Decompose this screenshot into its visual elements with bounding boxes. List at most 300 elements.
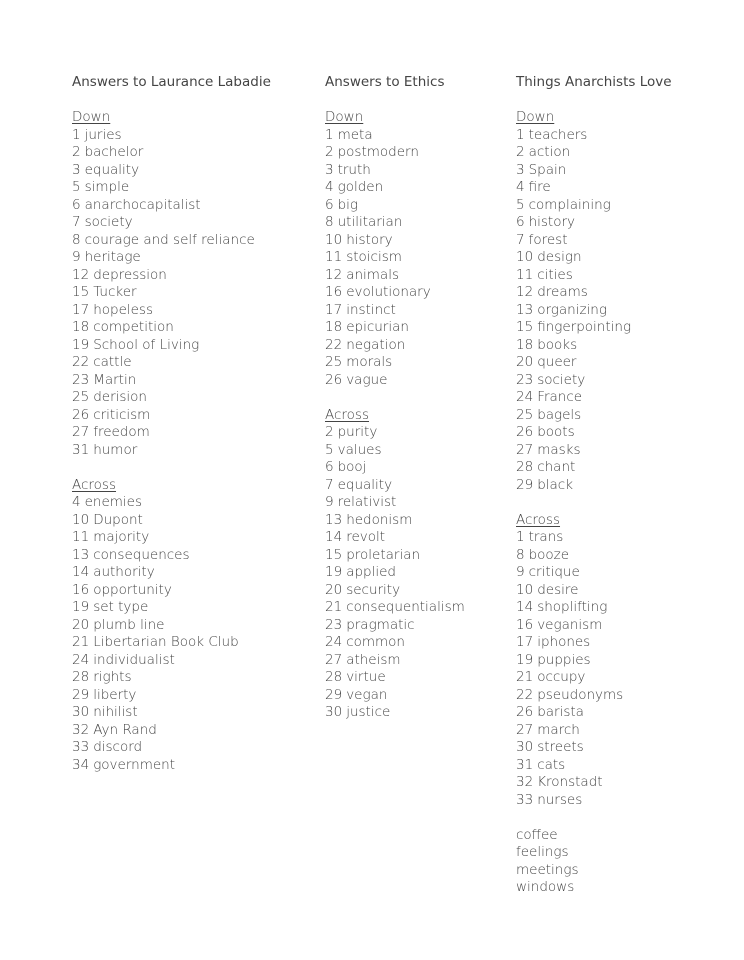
answer-entry	[516, 372, 716, 390]
clue-number: 14	[325, 529, 343, 545]
answer-entry	[516, 547, 716, 565]
answer-entry	[72, 529, 312, 547]
answer-text: simple	[84, 179, 130, 195]
answer-text: derision	[93, 389, 147, 405]
clue-number: 23	[325, 616, 343, 633]
answer-text: truth	[337, 161, 371, 178]
answer-text: morals	[346, 354, 393, 370]
answer-text: criticism	[93, 406, 151, 423]
clue-number: 7	[325, 476, 334, 493]
answer-entry	[72, 354, 312, 372]
answer-entry	[72, 302, 312, 320]
clue-number: 31	[72, 441, 90, 458]
answer-text: Dupont	[93, 511, 143, 528]
answer-entry	[516, 442, 716, 460]
answer-entry	[72, 232, 312, 250]
clue-number: 12	[516, 284, 534, 300]
clue-number: 18	[72, 319, 90, 335]
clue-number: 1	[325, 126, 334, 143]
answer-text: set type	[93, 599, 149, 615]
answer-text: negation	[346, 336, 406, 353]
clue-number: 23	[72, 371, 90, 388]
answer-text: boots	[537, 424, 575, 440]
clue-number: 9	[516, 564, 525, 580]
answer-entry	[516, 389, 716, 407]
answer-entry	[72, 494, 312, 512]
answer-entry	[516, 214, 716, 232]
answer-text: streets	[537, 739, 584, 755]
answer-entry	[516, 144, 716, 162]
answer-text: juries	[84, 126, 122, 143]
section-heading-down: Down	[325, 109, 364, 125]
answer-text: golden	[337, 179, 384, 195]
clue-number: 30	[72, 704, 90, 720]
clue-number: 27	[72, 424, 90, 440]
answer-entry	[325, 687, 505, 705]
section-heading-across: Across	[325, 406, 370, 423]
clue-number: 1	[516, 529, 525, 545]
clue-number: 2	[516, 144, 525, 160]
answer-list-across	[72, 494, 312, 774]
section-heading-across: Across	[516, 511, 561, 528]
clue-number: 20	[516, 354, 534, 370]
answer-text: common	[346, 634, 405, 650]
clue-number: 27	[516, 721, 534, 738]
answer-text: rights	[93, 669, 132, 685]
answer-entry	[72, 162, 312, 180]
answer-text: black	[537, 476, 574, 493]
answer-entry	[72, 389, 312, 407]
answer-text: enemies	[84, 494, 143, 510]
answer-text: fire	[528, 179, 551, 195]
answer-text: Spain	[528, 161, 567, 178]
answer-list-across	[516, 529, 716, 809]
answer-entry	[516, 634, 716, 652]
answer-text: Ayn Rand	[93, 721, 157, 738]
clue-number: 1	[72, 126, 81, 143]
answer-entry	[72, 722, 312, 740]
answer-text: purity	[337, 424, 378, 440]
clue-number: 29	[325, 686, 343, 703]
answer-entry	[325, 704, 505, 722]
clue-number: 34	[72, 756, 90, 773]
answer-entry	[516, 774, 716, 792]
answer-entry	[325, 669, 505, 687]
answer-entry	[325, 652, 505, 670]
answer-entry	[516, 792, 716, 810]
answer-entry	[325, 582, 505, 600]
answer-text: heritage	[84, 249, 141, 265]
answer-entry	[72, 547, 312, 565]
extras-list	[516, 827, 716, 897]
spacer	[325, 389, 505, 407]
answer-text: vegan	[346, 686, 388, 703]
column-things-anarchists-love	[516, 74, 716, 897]
answer-text: government	[93, 756, 176, 773]
answer-text: vague	[346, 371, 388, 388]
answer-entry	[325, 214, 505, 232]
answer-entry	[72, 704, 312, 722]
clue-number: 8	[72, 231, 81, 248]
answer-text: action	[528, 144, 571, 160]
answer-entry	[325, 319, 505, 337]
answer-list-down	[516, 127, 716, 495]
column-title: Answers to Laurance Labadie	[72, 74, 271, 90]
clue-number: 24	[325, 634, 343, 650]
answer-text: nurses	[537, 791, 583, 808]
answer-entry	[72, 634, 312, 652]
clue-number: 6	[516, 214, 525, 230]
answer-text: queer	[537, 354, 577, 370]
answer-text: values	[337, 441, 382, 458]
answer-list-down	[325, 127, 505, 390]
answer-entry	[325, 564, 505, 582]
clue-number: 14	[72, 564, 90, 580]
clue-number: 22	[325, 336, 343, 353]
answer-entry	[72, 267, 312, 285]
clue-number: 5	[72, 179, 81, 195]
answer-entry	[516, 617, 716, 635]
clue-number: 10	[325, 231, 343, 248]
clue-number: 22	[72, 354, 90, 370]
clue-number: 14	[516, 599, 534, 615]
answer-entry	[325, 372, 505, 390]
clue-number: 31	[516, 756, 534, 773]
clue-number: 22	[516, 686, 534, 703]
answer-text: iphones	[537, 634, 591, 650]
column-ethics	[325, 74, 505, 722]
clue-number: 25	[325, 354, 343, 370]
answer-text: revolt	[346, 529, 386, 545]
section-heading-down: Down	[516, 109, 555, 125]
answer-text: march	[537, 721, 580, 738]
answer-entry	[72, 564, 312, 582]
answer-entry	[72, 739, 312, 757]
answer-text: Martin	[93, 371, 137, 388]
answer-text: puppies	[537, 651, 591, 668]
clue-number: 18	[325, 319, 343, 335]
answer-entry	[325, 459, 505, 477]
clue-number: 15	[516, 319, 534, 335]
answer-entry	[516, 284, 716, 302]
answer-text: big	[337, 196, 359, 213]
answer-text: liberty	[93, 686, 137, 703]
clue-number: 30	[516, 739, 534, 755]
answer-entry	[325, 547, 505, 565]
clue-number: 16	[325, 284, 343, 300]
clue-number: 16	[516, 616, 534, 633]
answer-text: society	[537, 371, 586, 388]
answer-entry	[72, 372, 312, 390]
answer-text: humor	[93, 441, 138, 458]
answer-entry	[325, 127, 505, 145]
answer-entry	[325, 512, 505, 530]
answer-entry	[516, 722, 716, 740]
clue-number: 7	[516, 231, 525, 248]
answer-text: teachers	[528, 126, 588, 143]
answer-entry	[325, 477, 505, 495]
answer-entry	[72, 757, 312, 775]
column-laurance-labadie	[72, 74, 312, 774]
clue-number: 12	[72, 266, 90, 283]
answer-text: justice	[346, 704, 391, 720]
clue-number: 25	[72, 389, 90, 405]
answer-entry	[72, 407, 312, 425]
answer-entry	[325, 354, 505, 372]
answer-entry	[325, 599, 505, 617]
answer-entry	[516, 529, 716, 547]
clue-number: 6	[72, 196, 81, 213]
clue-number: 15	[325, 546, 343, 563]
clue-number: 19	[516, 651, 534, 668]
answer-entry	[516, 652, 716, 670]
answer-entry	[72, 669, 312, 687]
clue-number: 25	[516, 406, 534, 423]
clue-number: 10	[516, 249, 534, 265]
answer-entry	[72, 687, 312, 705]
answer-text: competition	[93, 319, 174, 335]
answer-text: complaining	[528, 196, 611, 213]
answer-entry	[72, 144, 312, 162]
answer-text: cities	[537, 266, 573, 283]
answer-text: individualist	[93, 651, 175, 668]
answer-text: books	[537, 336, 578, 353]
answer-text: forest	[528, 231, 568, 248]
answer-text: School of Living	[93, 336, 200, 353]
answer-entry	[72, 249, 312, 267]
clue-number: 15	[72, 284, 90, 300]
clue-number: 24	[72, 651, 90, 668]
answer-text: hopeless	[93, 301, 154, 318]
clue-number: 28	[72, 669, 90, 685]
answer-text: Kronstadt	[537, 774, 603, 790]
answer-entry	[72, 652, 312, 670]
answer-text: postmodern	[337, 144, 419, 160]
answer-entry	[516, 197, 716, 215]
column-title: Things Anarchists Love	[516, 74, 672, 90]
answer-entry	[72, 284, 312, 302]
clue-number: 30	[325, 704, 343, 720]
clue-number: 11	[325, 249, 343, 265]
answer-text: security	[346, 581, 401, 598]
clue-number: 19	[325, 564, 343, 580]
answer-text: freedom	[93, 424, 150, 440]
answer-text: fingerpointing	[537, 319, 632, 335]
answer-text: pseudonyms	[537, 686, 624, 703]
answer-list-down	[72, 127, 312, 460]
clue-number: 28	[516, 459, 534, 475]
clue-number: 33	[516, 791, 534, 808]
extra-item: coffee	[516, 826, 558, 843]
answer-text: design	[537, 249, 582, 265]
answer-text: hedonism	[346, 511, 413, 528]
column-title: Answers to Ethics	[325, 74, 445, 90]
clue-number: 5	[325, 441, 334, 458]
clue-number: 20	[72, 616, 90, 633]
clue-number: 23	[516, 371, 534, 388]
spacer	[72, 459, 312, 477]
clue-number: 27	[325, 651, 343, 668]
answer-text: bachelor	[84, 144, 144, 160]
clue-number: 21	[325, 599, 343, 615]
answer-entry	[516, 319, 716, 337]
clue-number: 28	[325, 669, 343, 685]
answer-text: atheism	[346, 651, 401, 668]
answer-text: masks	[537, 441, 581, 458]
clue-number: 19	[72, 336, 90, 353]
answer-text: instinct	[346, 301, 396, 318]
answer-entry	[516, 599, 716, 617]
clue-number: 6	[325, 459, 334, 475]
answer-text: booze	[528, 546, 570, 563]
answer-text: stoicism	[346, 249, 402, 265]
answer-text: society	[84, 214, 133, 230]
clue-number: 18	[516, 336, 534, 353]
clue-number: 16	[72, 581, 90, 598]
clue-number: 5	[516, 196, 525, 213]
answer-text: virtue	[346, 669, 386, 685]
answer-entry	[325, 144, 505, 162]
clue-number: 8	[516, 546, 525, 563]
answer-text: Tucker	[93, 284, 137, 300]
spacer	[516, 809, 716, 827]
spacer	[516, 92, 716, 110]
answer-entry	[325, 529, 505, 547]
answer-entry	[516, 459, 716, 477]
answer-text: veganism	[537, 616, 603, 633]
answer-text: discord	[93, 739, 143, 755]
answer-text: France	[537, 389, 583, 405]
answer-text: organizing	[537, 301, 607, 318]
answer-entry	[325, 337, 505, 355]
clue-number: 26	[516, 704, 534, 720]
answer-entry	[516, 267, 716, 285]
answer-text: history	[528, 214, 576, 230]
answer-entry	[516, 687, 716, 705]
clue-number: 13	[72, 546, 90, 563]
answer-text: majority	[93, 529, 150, 545]
spacer	[72, 92, 312, 110]
answer-entry	[325, 162, 505, 180]
answer-entry	[516, 564, 716, 582]
answer-entry	[516, 179, 716, 197]
answer-text: meta	[337, 126, 373, 143]
answer-text: courage and self reliance	[84, 231, 255, 248]
answer-text: critique	[528, 564, 580, 580]
answer-text: proletarian	[346, 546, 421, 563]
answer-entry	[516, 757, 716, 775]
clue-number: 26	[72, 406, 90, 423]
answer-text: pragmatic	[346, 616, 415, 633]
clue-number: 3	[72, 161, 81, 178]
answer-entry	[72, 599, 312, 617]
answer-text: cattle	[93, 354, 132, 370]
answer-text: depression	[93, 266, 167, 283]
answer-entry	[72, 512, 312, 530]
answer-text: bagels	[537, 406, 582, 423]
clue-number: 29	[72, 686, 90, 703]
answer-text: occupy	[537, 669, 586, 685]
answer-entry	[72, 179, 312, 197]
answer-entry	[325, 302, 505, 320]
extra-item: windows	[516, 879, 575, 895]
spacer	[325, 92, 505, 110]
answer-text: authority	[93, 564, 155, 580]
clue-number: 32	[516, 774, 534, 790]
clue-number: 1	[516, 126, 525, 143]
clue-number: 4	[325, 179, 334, 195]
answer-entry	[516, 477, 716, 495]
answer-entry	[72, 214, 312, 232]
clue-number: 12	[325, 266, 343, 283]
clue-number: 2	[325, 144, 334, 160]
clue-number: 2	[72, 144, 81, 160]
clue-number: 17	[325, 301, 343, 318]
answer-entry	[325, 424, 505, 442]
clue-number: 7	[72, 214, 81, 230]
section-heading-down: Down	[72, 109, 111, 125]
clue-number: 26	[516, 424, 534, 440]
answer-text: equality	[84, 161, 140, 178]
answer-text: epicurian	[346, 319, 409, 335]
answer-text: desire	[537, 581, 579, 598]
answer-entry	[72, 127, 312, 145]
answer-text: cats	[537, 756, 566, 773]
clue-number: 4	[516, 179, 525, 195]
answer-entry	[325, 197, 505, 215]
clue-number: 33	[72, 739, 90, 755]
answer-entry	[516, 162, 716, 180]
answer-entry	[516, 582, 716, 600]
answer-entry	[72, 617, 312, 635]
answer-text: opportunity	[93, 581, 172, 598]
answer-text: nihilist	[93, 704, 138, 720]
answer-text: trans	[528, 529, 564, 545]
answer-text: chant	[537, 459, 576, 475]
answer-list-across	[325, 424, 505, 722]
clue-number: 26	[325, 371, 343, 388]
clue-number: 9	[72, 249, 81, 265]
answer-entry	[516, 669, 716, 687]
clue-number: 13	[516, 301, 534, 318]
clue-number: 2	[325, 424, 334, 440]
answer-text: anarchocapitalist	[84, 196, 201, 213]
answer-entry	[325, 232, 505, 250]
clue-number: 6	[325, 196, 334, 213]
answer-entry	[325, 249, 505, 267]
answer-text: plumb line	[93, 616, 165, 633]
extra-item: meetings	[516, 861, 579, 878]
answer-entry	[516, 354, 716, 372]
clue-number: 4	[72, 494, 81, 510]
answer-entry	[516, 739, 716, 757]
clue-number: 20	[325, 581, 343, 598]
answer-entry	[325, 634, 505, 652]
clue-number: 8	[325, 214, 334, 230]
answer-text: booj	[337, 459, 367, 475]
answer-entry	[325, 179, 505, 197]
answer-text: consequentialism	[346, 599, 465, 615]
section-heading-across: Across	[72, 476, 117, 493]
extra-item: feelings	[516, 844, 569, 860]
clue-number: 19	[72, 599, 90, 615]
clue-number: 11	[72, 529, 90, 545]
clue-number: 32	[72, 721, 90, 738]
clue-number: 17	[72, 301, 90, 318]
answer-entry	[325, 617, 505, 635]
answer-text: utilitarian	[337, 214, 403, 230]
clue-number: 27	[516, 441, 534, 458]
